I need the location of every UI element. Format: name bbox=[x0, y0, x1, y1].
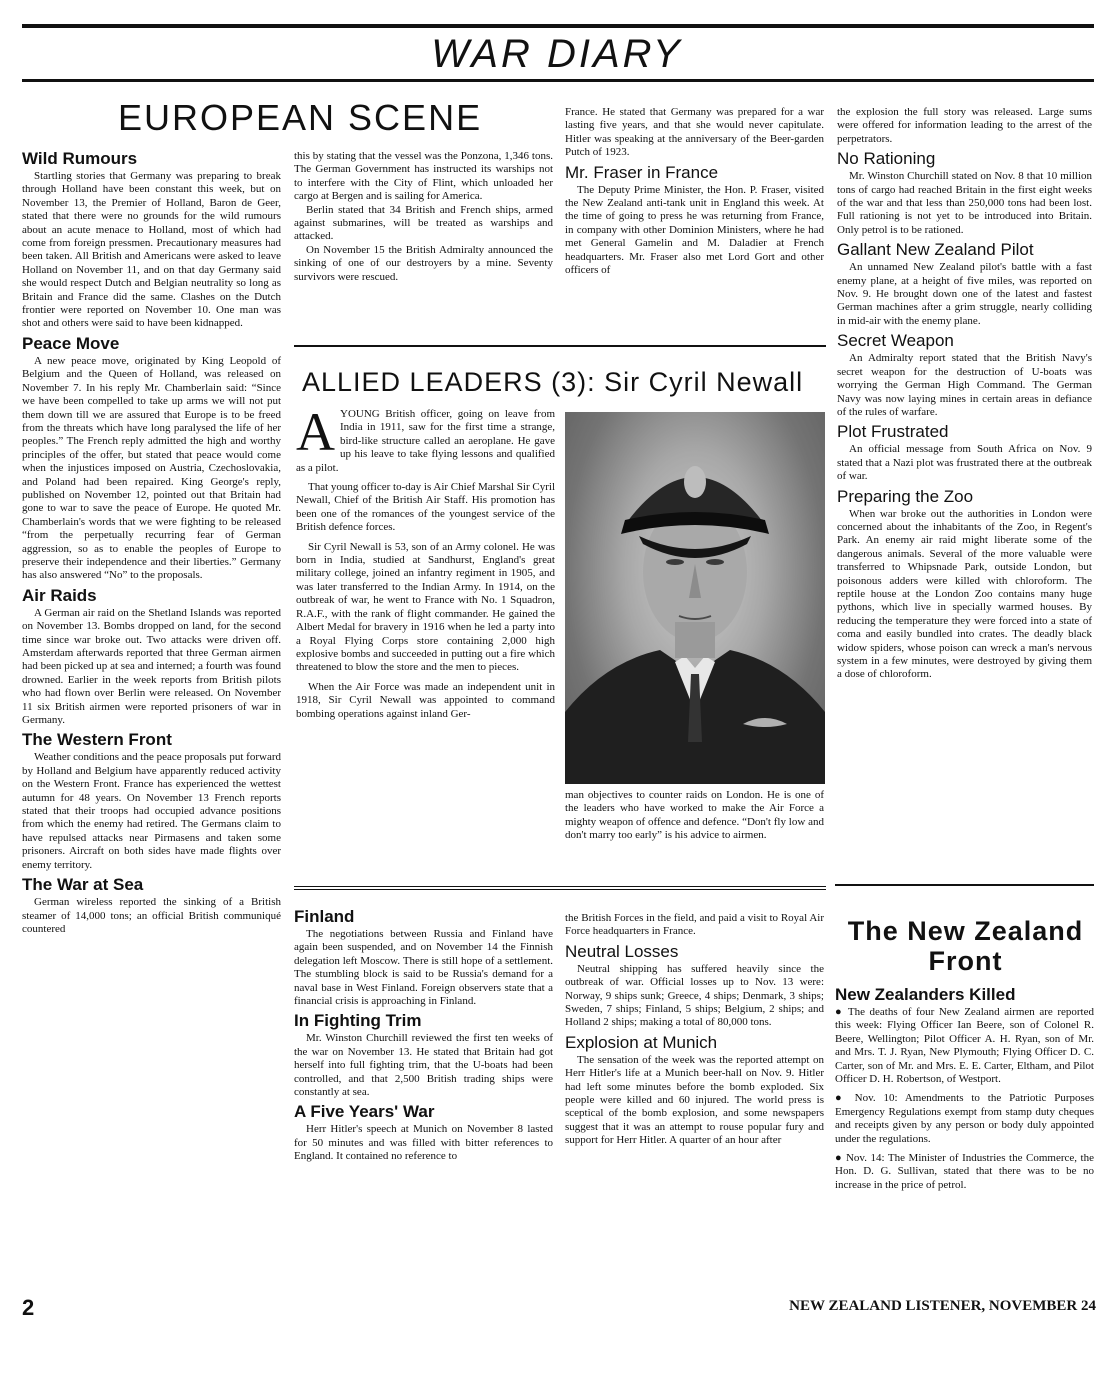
lower-column-4 bbox=[835, 982, 1094, 1192]
text-fighting-trim: Mr. Winston Churchill reviewed the first ten weeks of the war on November 13. He stated that Britain had got herself into full fighting trim, that the U-boats had been controlled, and that 2,500 British trading ships were constantly at sea. bbox=[294, 1032, 553, 1099]
text-nz-killed: ● The deaths of four New Zealand airmen are reported this week: Flying Officer Ian Beere, son of Colonel R. Beere, Wellington; Pilot Officer A. H. Ryan, son of Mr. and Mrs. T. J. Ryan, New Plymouth; Flying Officer D. C. Carter, son of Mr. and Mrs. E. E. Carter, Eltham, and Pilot Officer D. H. Robertson, of Westport. bbox=[835, 1006, 1094, 1086]
heading-no-rationing: No Rationing bbox=[837, 149, 936, 169]
masthead: WAR DIARY bbox=[431, 32, 683, 76]
allied-leaders-title: ALLIED LEADERS (3): Sir Cyril Newall bbox=[302, 367, 804, 397]
allied-column bbox=[296, 402, 555, 721]
heading-neutral-losses: Neutral Losses bbox=[565, 941, 679, 961]
heading-nz-killed: New Zealanders Killed bbox=[835, 985, 1016, 1004]
text-allied-5: man objectives to counter raids on London. He is one of the leaders who have worked to make the Air Force a mighty weapon of offence and defence. “Don't fly low and don't marry too early” is his advice to airmen. bbox=[565, 789, 824, 842]
text-wild-rumours: Startling stories that Germany was preparing to break through Holland have been constant this week, but on November 13, the Premier of Holland, Baron de Geer, stated that there were no grounds for the wild rumours about an acute menace to Holland, most of which had come from foreign pressmen. Precautionary measures had been taken. All British and Americans were asked to leave Holland on November 11, and on that day Germany said she would respect Dutch and Belgian neutrality so long as Britain and France did the same. Clashes on the Dutch frontier were reported on November 10. One man was shot and others were said to have been kidnapped. bbox=[22, 170, 281, 330]
text-neutral-losses: Neutral shipping has suffered heavily since the outbreak of war. Official losses up to Nov. 13 were: Norway, 9 ships sunk; Greece, 4 ships; Denmark, 3 ships; Sweden, 7 ships; Finland, 5 ships; Belgium, 2 ships; and Holland 2 ships; making a total of 80,000 tons. bbox=[565, 962, 824, 1029]
heading-fraser-france: Mr. Fraser in France bbox=[565, 162, 719, 182]
page-number: 2 bbox=[22, 1295, 35, 1320]
heading-preparing-zoo: Preparing the Zoo bbox=[837, 486, 974, 506]
nz-front-top-rule bbox=[835, 884, 1094, 886]
text-western-front: Weather conditions and the peace proposals put forward by Holland and Belgium have apparently reduced activity on the Western Front. France has experienced the wettest autumn for 48 years. On November 13 French reports stated that their troops had occupied advance positions from which the enemy had retired. The Germans claim to have repulsed attacks near Pirmasens and taken some prisoners. Aircraft on both sides have made flights over enemy territory. bbox=[22, 751, 281, 871]
heading-five-years-war: A Five Years' War bbox=[294, 1102, 435, 1122]
heading-western-front: The Western Front bbox=[22, 730, 172, 750]
column-3-upper bbox=[565, 106, 824, 277]
nz-front-title: The New Zealand Front bbox=[847, 916, 1084, 976]
text-secret-weapon: An Admiralty report stated that the British Navy's secret weapon for the destruction of U-boats was worrying the German High Command. The German Navy was now laying mines in certain areas in defiance of the rules of warfare. bbox=[837, 352, 1092, 418]
text-nov-10: ● Nov. 10: Amendments to the Patriotic Purposes Emergency Regulations exempt from stamp duty cheques and receipts given by any person or body duly appointed under the regulations. bbox=[835, 1092, 1094, 1145]
text-hitler-france: France. He stated that Germany was prepared for a war lasting five years, and that she would never capitulate. Hitler was speaking at the anniversary of the Beer-garden Putch of 1923. bbox=[565, 106, 824, 159]
text-allied-3: Sir Cyril Newall is 53, son of an Army colonel. He was born in India, studied at Sandhurst, England's great military college, joined an infantry regiment in 1905, and was later transferred to the Indian Army. In 1914, on the outbreak of war, he went to France with No. 1 Squadron, R.A.F., with the rank of flight commander. He gained the Albert Medal for bravery in 1916 when he led a party into a Royal Flying Corps store containing 2,000 high explosive bombs and succeeded in putting out a fire which threatened to blow the store and the men to pieces. bbox=[296, 540, 555, 674]
text-air-raids: A German air raid on the Shetland Islands was reported on November 13. Bombs dropped on land, for the second time since war broke out. Two attacks were driven off. Amsterdam afterwards reported that three German airmen had been picked up at sea and interned; a fourth was found drowned. Earlier in the week reports from British pilots who had flown over Berlin were released. On November 11 six British airmen were reported prisoners of war in Germany. bbox=[22, 606, 281, 727]
text-no-rationing: Mr. Winston Churchill stated on Nov. 8 that 10 million tons of cargo had reached Britain in the first eight weeks of the war and that less than 250,000 tons had been lost. Full rationing is not yet to be introduced into Britain. Only petrol is to be rationed. bbox=[837, 170, 1092, 236]
text-explosion-munich: The sensation of the week was the reported attempt on Herr Hitler's life at a Munich beer-hall on Nov. 9. Hitler had left some minutes before the bomb exploded. Six people were killed and 60 injured. The world press is sceptical of the bomb explosion, and some newspapers suggest that it was an attempt to rouse popular fury and support for Herr Hitler. A quarter of an hour after bbox=[565, 1053, 824, 1147]
text-berlin-ships: Berlin stated that 34 British and French ships, armed against submarines, will be treated as warships and attacked. bbox=[294, 203, 553, 243]
portrait-illustration bbox=[565, 412, 825, 784]
text-nov-14: ● Nov. 14: The Minister of Industries the Commerce, the Hon. D. G. Sullivan, stated that there was to be no increase in the price of petrol. bbox=[835, 1152, 1094, 1191]
allied-continued-column bbox=[565, 789, 824, 843]
lower-column-2 bbox=[294, 904, 553, 1164]
text-allied-4: When the Air Force was made an independent unit in 1918, Sir Cyril Newall was appointed to command bombing operations against inland Ger- bbox=[296, 680, 555, 720]
text-allied-2: That young officer to-day is Air Chief Marshal Sir Cyril Newall, Chief of the British Air Staff. His promotion has been one of the romances of the youngest service of the British defence forces. bbox=[296, 481, 555, 534]
allied-bottom-rule-2 bbox=[294, 889, 826, 890]
heading-finland: Finland bbox=[294, 907, 355, 926]
text-sea-continued: this by stating that the vessel was the Ponzona, 1,346 tons. The German Government has instructed its warships not to interfere with the City of Flint, which unloaded her cargo at Bergen and is sailing for America. bbox=[294, 150, 553, 203]
column-4 bbox=[837, 106, 1092, 682]
heading-war-at-sea: The War at Sea bbox=[22, 875, 144, 895]
text-fraser-france: The Deputy Prime Minister, the Hon. P. Fraser, visited the New Zealand anti-tank unit in England this week. At the time of going to press he was returning from France, in company with other Dominion Ministers, where he had met General Gamelin and M. Daladier at French headquarters. Mr. Fraser also met Lord Gort and other officers of bbox=[565, 183, 824, 277]
heading-explosion-munich: Explosion at Munich bbox=[565, 1032, 718, 1052]
heading-plot-frustrated: Plot Frustrated bbox=[837, 422, 949, 442]
text-gallant-pilot: An unnamed New Zealand pilot's battle with a fast enemy plane, at a height of five miles, was reported on Nov. 9. He brought down one of the latest and fastest German machines after a grim struggle, nearly colliding in mid-air with the enemy plane. bbox=[837, 261, 1092, 327]
text-admiralty-destroyer: On November 15 the British Admiralty announced the sinking of one of our destroyers by a mine. Seventy survivors were rescued. bbox=[294, 243, 553, 283]
european-scene-title: EUROPEAN SCENE bbox=[118, 97, 483, 138]
heading-air-raids: Air Raids bbox=[22, 585, 97, 605]
heading-peace-move: Peace Move bbox=[22, 333, 120, 353]
publication-line: NEW ZEALAND LISTENER, NOVEMBER 24 bbox=[789, 1298, 1096, 1314]
drop-cap: A bbox=[296, 402, 335, 462]
masthead-rule bbox=[22, 79, 1094, 82]
text-explosion-continued: the explosion the full story was released. Large sums were offered for information leading to the arrest of the perpetrators. bbox=[837, 106, 1092, 145]
allied-bottom-rule bbox=[294, 886, 826, 887]
heading-secret-weapon: Secret Weapon bbox=[837, 331, 954, 351]
text-peace-move: A new peace move, originated by King Leopold of Belgium and the Queen of Holland, was released on November 7. In his reply Mr. Chamberlain said: “Since we have been compelled to take up arms we will not put them down till we are assured that Europe is to be freed from the threats which have long paralysed the life of her peoples.” The French reply admitted the high and worthy principles of the offer, but stated that peace would come when the injustices imposed on Austria, Czechoslovakia, and Poland had been repaired. King George's reply, published on November 12, pointed out that Britain had gone to war to save the peace of Europe. He quoted Mr. Chamberlain's words that we were fighting to be released “from the perpetually recurring fear of German aggression, so as to enable the peoples of Europe to preserve their independence and their liberties.” Germany has also answered “No” to the proposals. bbox=[22, 354, 281, 582]
heading-gallant-pilot: Gallant New Zealand Pilot bbox=[837, 240, 1034, 260]
top-rule-thick bbox=[22, 24, 1094, 28]
column-2-upper bbox=[294, 150, 553, 284]
allied-top-rule bbox=[294, 345, 826, 347]
text-finland: The negotiations between Russia and Finland have again been suspended, and on November 14 the Finnish delegation left Moscow. There is still hope of a settlement. The stumbling block is said to be Russia's demand for a naval base in West Finland. Foreign observers state that a financial crisis is approaching in Finland. bbox=[294, 928, 553, 1008]
portrait-photo bbox=[565, 412, 825, 784]
column-1 bbox=[22, 146, 281, 936]
text-five-years-war: Herr Hitler's speech at Munich on November 8 lasted for 50 minutes and was filled with bitter references to England. It contained no reference to bbox=[294, 1123, 553, 1163]
heading-wild-rumours: Wild Rumours bbox=[22, 149, 138, 168]
text-preparing-zoo: When war broke out the authorities in London were concerned about the inhabitants of the Zoo, in Regent's Park. An enemy air raid might liberate some of the dangerous animals. Several of the more valuable were transferred to Whipsnade Park, outside London, but poisonous adders were killed with chloroform. The reptile house at the London Zoo contains many huge pythons, which live in specially warmed houses. By reducing the temperature they were forced into a state of coma and easily bundled into crates. The deadly black widow spiders, whose poison can wreck a man's nervous system in a few minutes, were destroyed by giving them a dose of chloroform. bbox=[837, 507, 1092, 681]
lower-column-3 bbox=[565, 912, 824, 1148]
text-allied-1: YOUNG British officer, going on leave from India in 1911, saw for the first time a strange, bird-like structure called an aeroplane. He gave up his leave to take flying lessons and qualified as a pilot. bbox=[296, 408, 555, 474]
text-fraser-continued: the British Forces in the field, and paid a visit to Royal Air Force headquarters in France. bbox=[565, 912, 824, 938]
heading-fighting-trim: In Fighting Trim bbox=[294, 1011, 422, 1031]
text-plot-frustrated: An official message from South Africa on Nov. 9 stated that a Nazi plot was frustrated there at the outbreak of war. bbox=[837, 443, 1092, 483]
text-war-at-sea: German wireless reported the sinking of a British steamer of 14,000 tons; an official British communiqué countered bbox=[22, 896, 281, 935]
